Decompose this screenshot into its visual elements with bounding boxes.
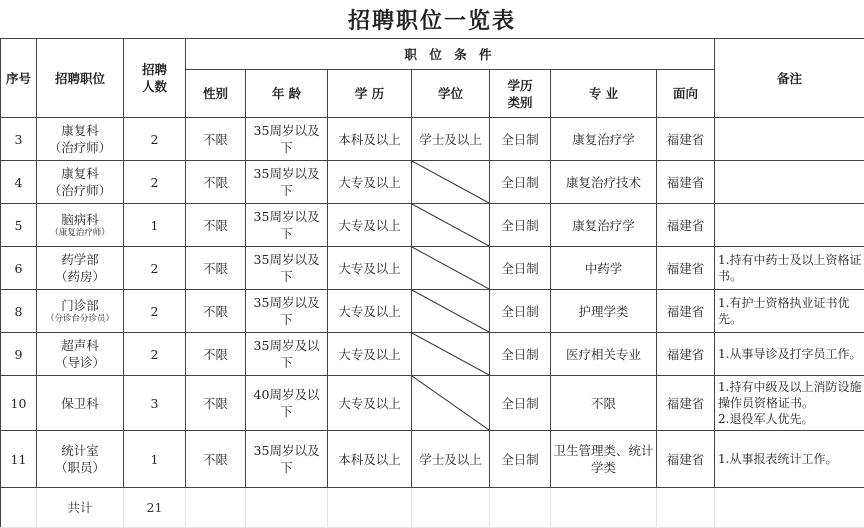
row-position bbox=[37, 247, 124, 290]
row-target: 福建省 bbox=[657, 204, 715, 247]
row-count: 2 bbox=[124, 290, 186, 333]
row-seq: 5 bbox=[1, 204, 37, 247]
table-row bbox=[1, 161, 864, 204]
diagonal-line bbox=[412, 333, 489, 375]
position-subtitle: （治疗师） bbox=[48, 140, 112, 155]
header-edu-type: 学历 类别 bbox=[490, 70, 551, 118]
table-body bbox=[1, 118, 864, 528]
row-target: 福建省 bbox=[657, 118, 715, 161]
table-row bbox=[1, 333, 864, 376]
table-row bbox=[1, 118, 864, 161]
row-notes: 1.持有中药士及以上资格证书。 bbox=[715, 247, 864, 290]
header-degree: 学位 bbox=[412, 70, 490, 118]
row-notes: 1.从事导诊及打字员工作。 bbox=[715, 333, 864, 376]
total-empty-cell bbox=[551, 488, 657, 528]
row-seq: 10 bbox=[1, 376, 37, 431]
row-notes bbox=[715, 161, 864, 204]
row-education: 本科及以上 bbox=[328, 118, 412, 161]
row-degree-empty bbox=[412, 290, 490, 333]
total-empty-cell bbox=[490, 488, 551, 528]
header-position: 招聘职位 bbox=[37, 39, 124, 118]
row-age: 35周岁及以下 bbox=[246, 333, 328, 376]
row-major: 中药学 bbox=[551, 247, 657, 290]
position-subtitle: （治疗师） bbox=[48, 183, 112, 198]
row-position bbox=[37, 431, 124, 488]
row-gender: 不限 bbox=[186, 247, 246, 290]
row-gender: 不限 bbox=[186, 161, 246, 204]
total-empty-cell bbox=[715, 488, 864, 528]
row-seq: 6 bbox=[1, 247, 37, 290]
row-count: 2 bbox=[124, 161, 186, 204]
row-notes: 1.有护士资格执业证书优先。 bbox=[715, 290, 864, 333]
row-degree-empty bbox=[412, 161, 490, 204]
header-seq: 序号 bbox=[1, 39, 37, 118]
row-degree: 学士及以上 bbox=[412, 118, 490, 161]
row-age: 35周岁以及下 bbox=[246, 431, 328, 488]
row-position bbox=[37, 333, 124, 376]
position-name: 康复科 bbox=[61, 123, 99, 138]
row-degree-empty bbox=[412, 333, 490, 376]
row-education: 大专及以上 bbox=[328, 376, 412, 431]
row-seq: 8 bbox=[1, 290, 37, 333]
row-education: 大专及以上 bbox=[328, 333, 412, 376]
row-target: 福建省 bbox=[657, 247, 715, 290]
header-conditions: 职 位 条 件 bbox=[186, 39, 715, 70]
position-name: 脑病科 bbox=[61, 212, 99, 227]
table-row bbox=[1, 376, 864, 431]
header-count: 招聘 人数 bbox=[124, 39, 186, 118]
row-seq: 3 bbox=[1, 118, 37, 161]
row-position bbox=[37, 118, 124, 161]
row-target: 福建省 bbox=[657, 376, 715, 431]
row-seq: 11 bbox=[1, 431, 37, 488]
total-empty-cell bbox=[657, 488, 715, 528]
row-age: 35周岁以及下 bbox=[246, 290, 328, 333]
row-position bbox=[37, 161, 124, 204]
row-edu-type: 全日制 bbox=[490, 161, 551, 204]
row-major: 护理学类 bbox=[551, 290, 657, 333]
row-age: 35周岁以及下 bbox=[246, 118, 328, 161]
row-gender: 不限 bbox=[186, 118, 246, 161]
position-name: 保卫科 bbox=[61, 395, 99, 411]
row-education: 大专及以上 bbox=[328, 204, 412, 247]
row-major: 康复治疗学 bbox=[551, 118, 657, 161]
row-count: 1 bbox=[124, 431, 186, 488]
row-notes: 1.持有中级及以上消防设施操作员资格证书。 2.退役军人优先。 bbox=[715, 376, 864, 431]
row-count: 1 bbox=[124, 204, 186, 247]
row-degree-empty bbox=[412, 204, 490, 247]
row-major: 康复治疗学 bbox=[551, 204, 657, 247]
table-row bbox=[1, 204, 864, 247]
position-name: 康复科 bbox=[61, 166, 99, 181]
row-gender: 不限 bbox=[186, 431, 246, 488]
row-age: 35周岁以及下 bbox=[246, 161, 328, 204]
total-label: 共计 bbox=[37, 488, 124, 528]
row-count: 2 bbox=[124, 247, 186, 290]
position-subtitle: （导诊） bbox=[54, 355, 105, 370]
row-gender: 不限 bbox=[186, 204, 246, 247]
diagonal-line bbox=[412, 290, 489, 332]
positions-table bbox=[0, 38, 864, 528]
table-row bbox=[1, 431, 864, 488]
header-education: 学 历 bbox=[328, 70, 412, 118]
row-gender: 不限 bbox=[186, 333, 246, 376]
row-major: 卫生管理类、统计学类 bbox=[551, 431, 657, 488]
position-name: 超声科 bbox=[61, 338, 99, 353]
total-count: 21 bbox=[124, 488, 186, 528]
row-notes bbox=[715, 118, 864, 161]
row-target: 福建省 bbox=[657, 431, 715, 488]
row-edu-type: 全日制 bbox=[490, 333, 551, 376]
header-notes: 备注 bbox=[715, 39, 864, 118]
position-subtitle: （职员） bbox=[54, 460, 105, 475]
row-degree-empty bbox=[412, 247, 490, 290]
row-edu-type: 全日制 bbox=[490, 247, 551, 290]
total-empty-cell bbox=[328, 488, 412, 528]
row-major: 不限 bbox=[551, 376, 657, 431]
row-education: 大专及以上 bbox=[328, 161, 412, 204]
total-seq-empty bbox=[1, 488, 37, 528]
row-major: 康复治疗技术 bbox=[551, 161, 657, 204]
diagonal-line bbox=[412, 376, 489, 430]
row-count: 2 bbox=[124, 333, 186, 376]
row-age: 35周岁以及下 bbox=[246, 204, 328, 247]
row-education: 本科及以上 bbox=[328, 431, 412, 488]
total-empty-cell bbox=[246, 488, 328, 528]
table-row bbox=[1, 290, 864, 333]
header-target: 面向 bbox=[657, 70, 715, 118]
total-empty-cell bbox=[412, 488, 490, 528]
total-row bbox=[1, 488, 864, 528]
row-target: 福建省 bbox=[657, 290, 715, 333]
position-subtitle: （分诊台分诊员） bbox=[45, 314, 114, 324]
row-degree: 学士及以上 bbox=[412, 431, 490, 488]
row-age: 35周岁以及下 bbox=[246, 247, 328, 290]
row-count: 3 bbox=[124, 376, 186, 431]
page-title: 招聘职位一览表 bbox=[347, 8, 516, 34]
row-major: 医疗相关专业 bbox=[551, 333, 657, 376]
row-gender: 不限 bbox=[186, 290, 246, 333]
row-education: 大专及以上 bbox=[328, 247, 412, 290]
row-target: 福建省 bbox=[657, 161, 715, 204]
row-gender: 不限 bbox=[186, 376, 246, 431]
row-edu-type: 全日制 bbox=[490, 204, 551, 247]
row-edu-type: 全日制 bbox=[490, 431, 551, 488]
diagonal-line bbox=[412, 247, 489, 289]
position-subtitle: （康复治疗师） bbox=[50, 228, 110, 238]
header-age: 年 龄 bbox=[246, 70, 328, 118]
header-gender: 性别 bbox=[186, 70, 246, 118]
row-edu-type: 全日制 bbox=[490, 290, 551, 333]
row-target: 福建省 bbox=[657, 333, 715, 376]
diagonal-line bbox=[412, 204, 489, 246]
row-notes bbox=[715, 204, 864, 247]
row-position bbox=[37, 376, 124, 431]
row-edu-type: 全日制 bbox=[490, 118, 551, 161]
row-degree-empty bbox=[412, 376, 490, 431]
row-seq: 4 bbox=[1, 161, 37, 204]
header-major: 专 业 bbox=[551, 70, 657, 118]
position-name: 统计室 bbox=[61, 443, 99, 458]
row-position bbox=[37, 290, 124, 333]
row-count: 2 bbox=[124, 118, 186, 161]
row-position bbox=[37, 204, 124, 247]
diagonal-line bbox=[412, 161, 489, 203]
total-empty-cell bbox=[186, 488, 246, 528]
row-education: 大专及以上 bbox=[328, 290, 412, 333]
row-notes: 1.从事报表统计工作。 bbox=[715, 431, 864, 488]
row-edu-type: 全日制 bbox=[490, 376, 551, 431]
position-name: 药学部 bbox=[61, 252, 99, 267]
position-subtitle: （药房） bbox=[54, 269, 105, 284]
position-name: 门诊部 bbox=[61, 298, 99, 313]
row-seq: 9 bbox=[1, 333, 37, 376]
table-row bbox=[1, 247, 864, 290]
row-age: 40周岁及以下 bbox=[246, 376, 328, 431]
